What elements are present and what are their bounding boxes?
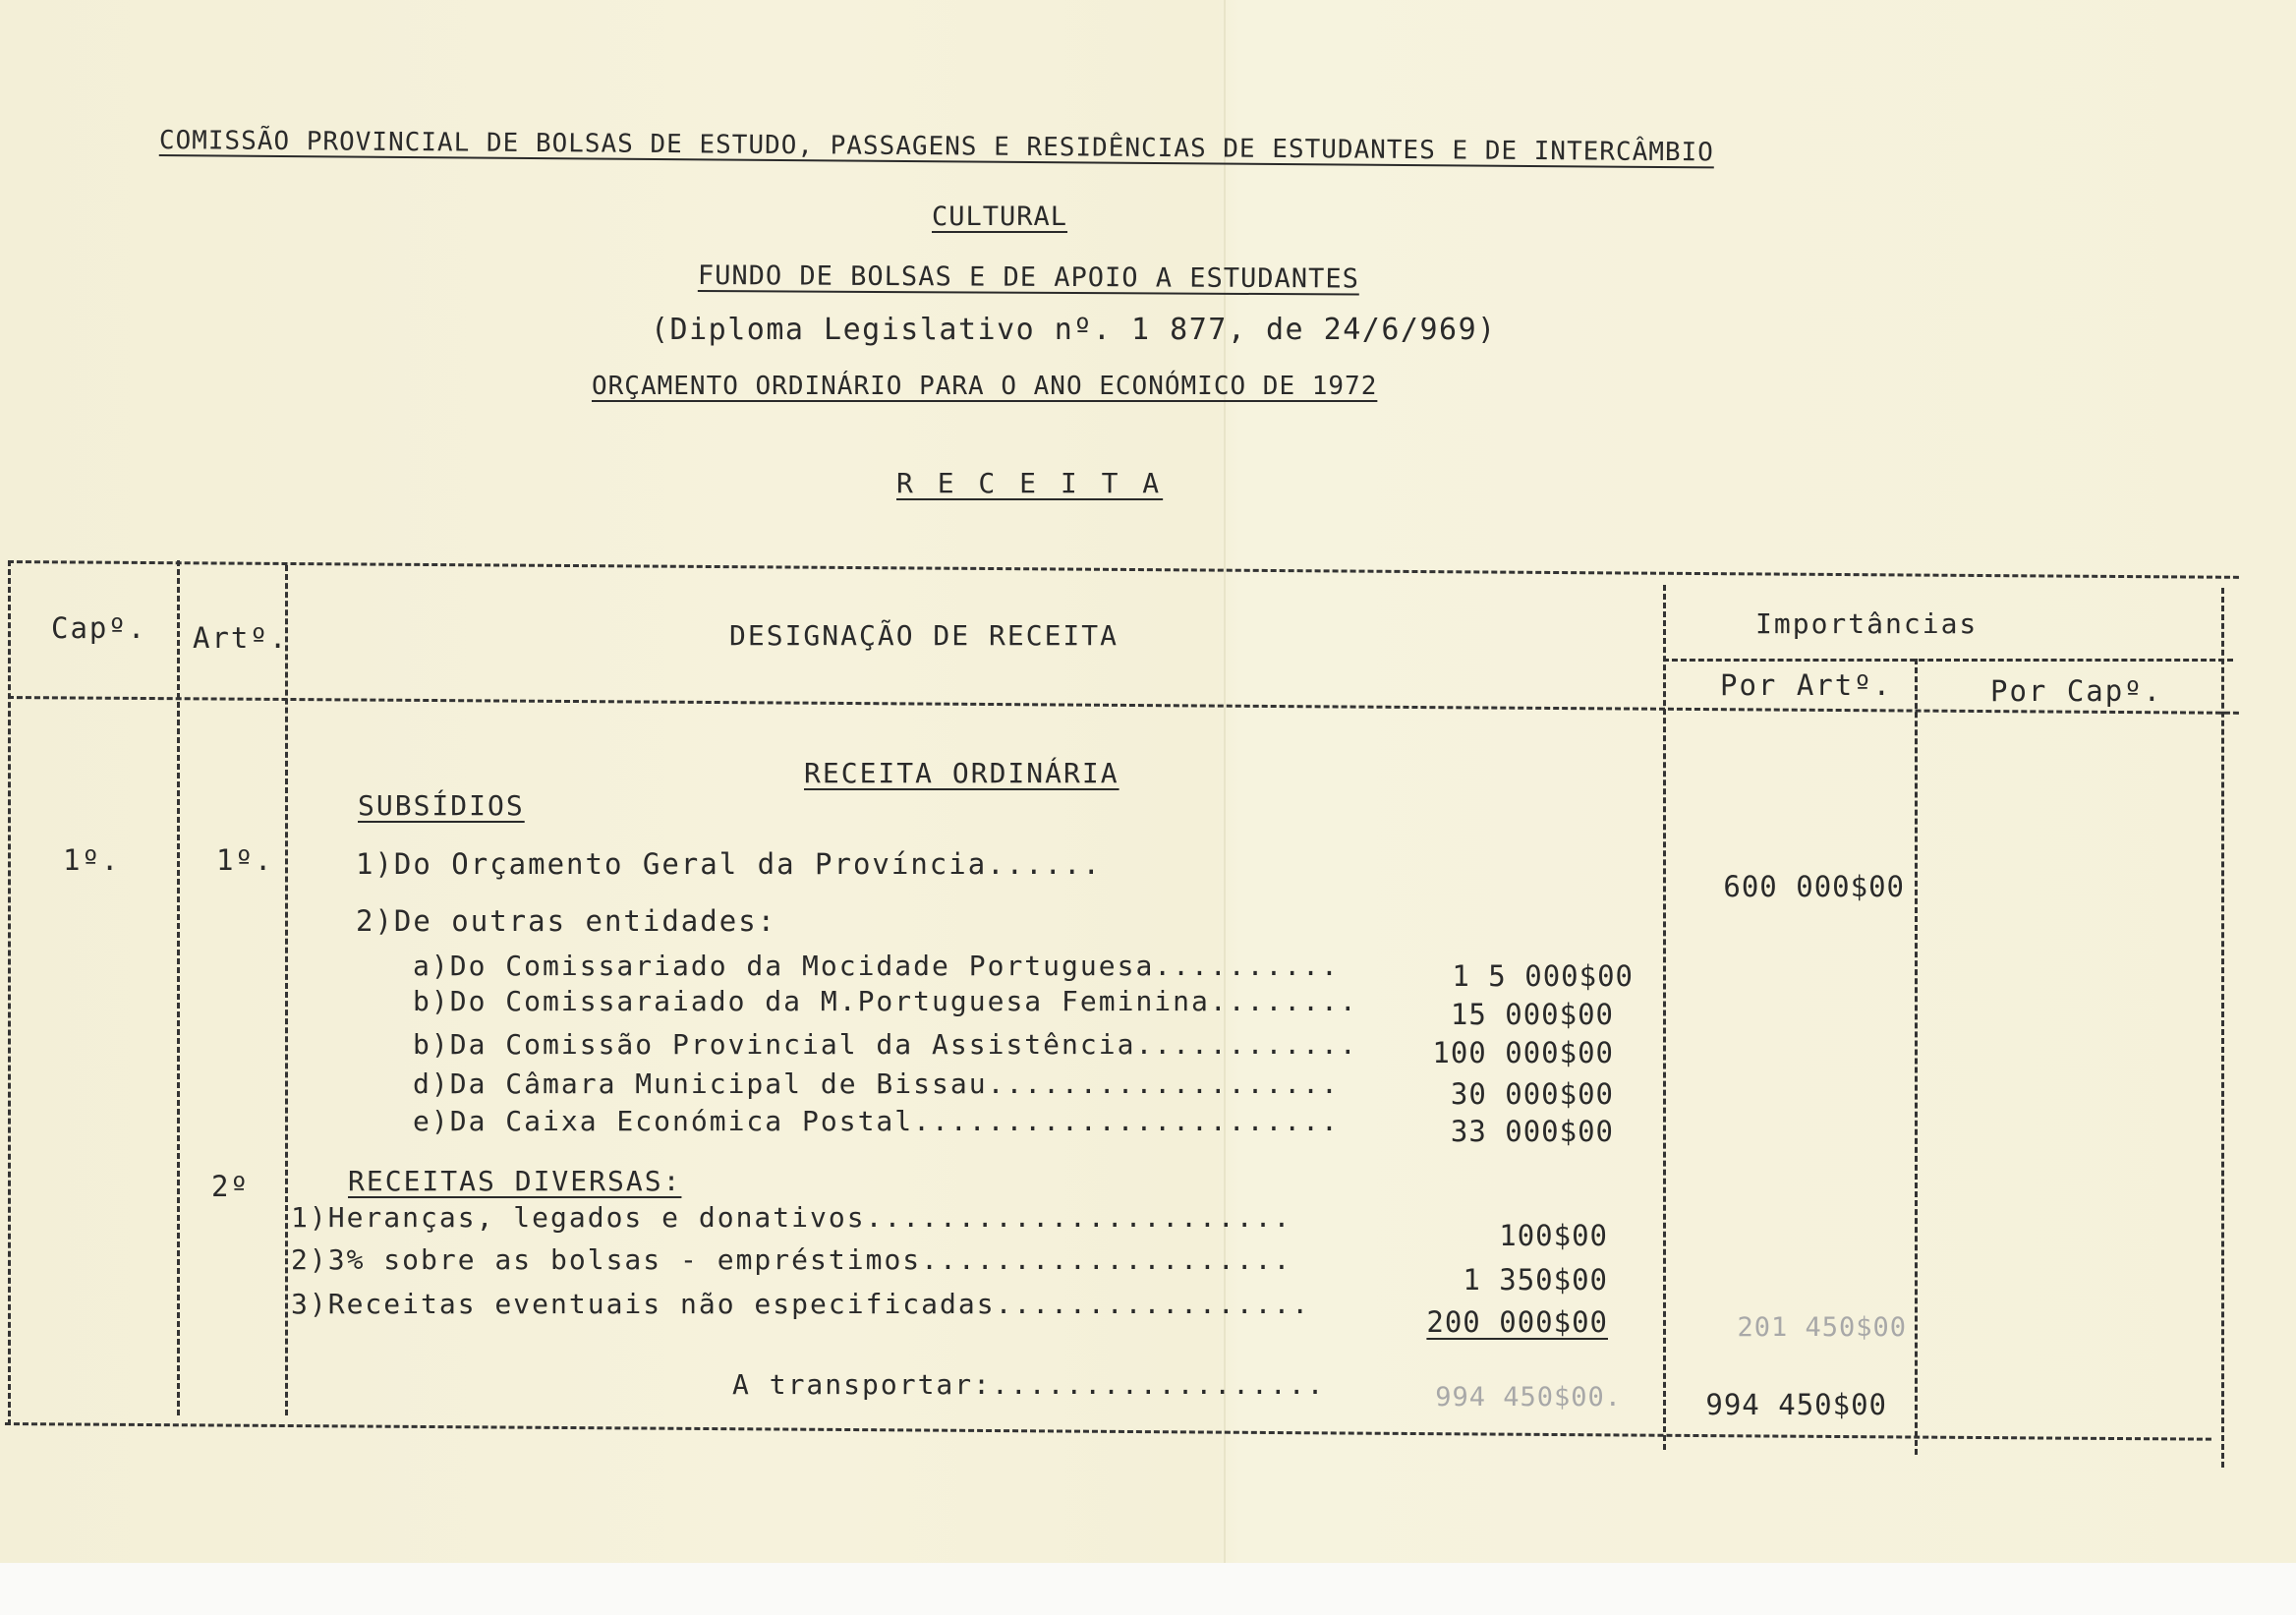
porart-porcap-divider [1915,659,1918,1455]
receita-ordinaria-title: RECEITA ORDINÁRIA [804,757,1119,789]
heading-diploma: (Diploma Legislativo nº. 1 877, de 24/6/969) [651,313,1497,347]
header-importancias: Importâncias [1755,607,1979,640]
item-outras-entidades: 2)De outras entidades: [356,904,777,938]
cap-number: 1º. [63,843,121,877]
art-number-1: 1º. [216,843,274,877]
receitas-diversas-title: RECEITAS DIVERSAS: [348,1165,682,1197]
header-por-art: Por Artº. [1720,668,1893,702]
transport-label: A transportar:.................. [732,1368,1326,1401]
subitem-e: e)Da Caixa Económica Postal....................... [413,1105,1340,1137]
header-art: Artº. [193,621,289,655]
item-orcamento-geral: 1)Do Orçamento Geral da Província...... [356,847,1102,881]
diversas-item-2: 2)3% sobre as bolsas - empréstimos.................... [291,1243,1292,1276]
table-right-border [2221,588,2224,1468]
table-left-border [8,560,11,1425]
subsidios-title: SUBSÍDIOS [358,789,525,822]
heading-fund: FUNDO DE BOLSAS E DE APOIO A ESTUDANTES [697,260,1359,295]
subitem-a: a)Do Comissariado da Mocidade Portuguesa.......... [413,950,1340,982]
header-por-cap: Por Capº. [1990,674,2163,708]
transport-faded-value: 994 450$00. [1435,1382,1622,1413]
scan-margin [0,1563,2296,1615]
amount-orcamento-geral: 600 000$00 [1723,870,1905,903]
paper-fold [1224,0,1226,1563]
diversas-item-1-value: 100$00 [1499,1219,1608,1252]
subitem-d: d)Da Câmara Municipal de Bissau................... [413,1067,1340,1100]
subitem-b-assistencia-value: 100 000$00 [1432,1036,1614,1069]
importancias-divider [1663,659,2233,662]
header-cap: Capº. [51,611,147,645]
art-number-2: 2º [211,1170,250,1203]
heading-commission: COMISSÃO PROVINCIAL DE BOLSAS DE ESTUDO, PASSAGENS E RESIDÊNCIAS DE ESTUDANTES E DE INTERCÂMBIO [158,126,1715,168]
importancias-left-divider [1663,585,1666,1450]
diversas-item-3: 3)Receitas eventuais não especificadas................. [291,1288,1311,1320]
diversas-item-2-value: 1 350$00 [1463,1263,1608,1297]
heading-cultural: CULTURAL [932,202,1068,232]
subitem-d-value: 30 000$00 [1450,1077,1614,1111]
diversas-subtotal-faded: 201 450$00 [1737,1312,1907,1343]
diversas-item-3-value: 200 000$00 [1426,1305,1608,1339]
subitem-b-feminina: b)Do Comissaraiado da M.Portuguesa Feminina........ [413,985,1358,1017]
header-designacao: DESIGNAÇÃO DE RECEITA [729,619,1119,652]
heading-receita: R E C E I T A [896,467,1164,499]
transport-total: 994 450$00 [1705,1388,1887,1421]
diversas-item-1: 1)Heranças, legados e donativos....................... [291,1201,1292,1234]
heading-budget: ORÇAMENTO ORDINÁRIO PARA O ANO ECONÓMICO DE 1972 [592,372,1378,401]
cap-column-divider [177,560,180,1415]
subitem-a-value: 1 5 000$00 [1452,959,1634,993]
subitem-b-assistencia: b)Da Comissão Provincial da Assistência............ [413,1028,1358,1061]
subitem-b-feminina-value: 15 000$00 [1450,998,1614,1031]
art-column-divider [285,565,288,1415]
subitem-e-value: 33 000$00 [1450,1115,1614,1148]
